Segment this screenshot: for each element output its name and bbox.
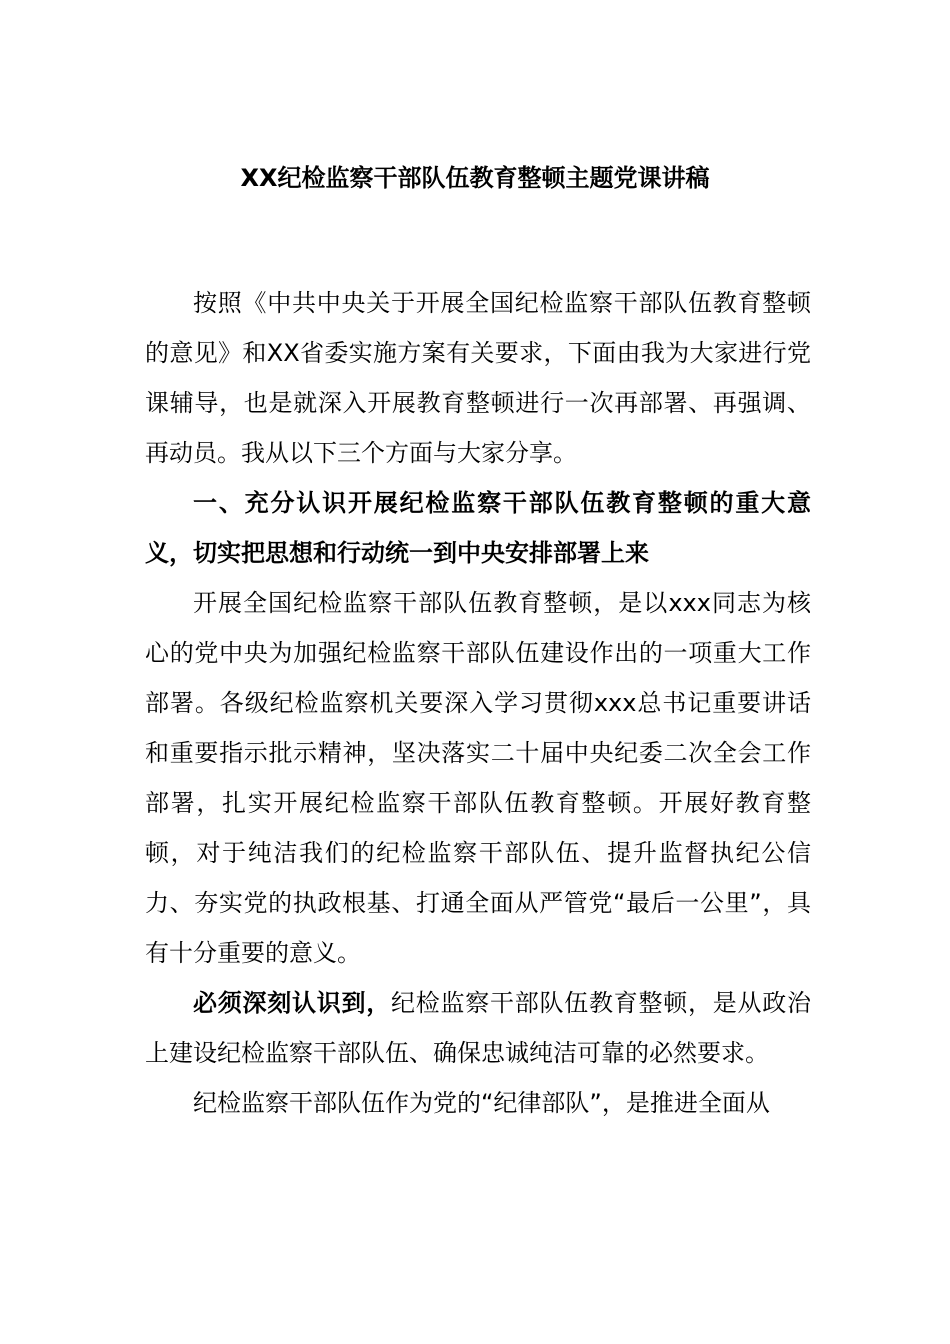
document-title: XX纪检监察干部队伍教育整顿主题党课讲稿 [240, 164, 710, 192]
document-body [145, 278, 811, 1128]
body-paragraph-with-lead [145, 978, 811, 1078]
paragraph-text: 开展全国纪检监察干部队伍教育整顿，是以xxx同志为核心的党中央为加强纪检监察干部队伍建设作出的一项重大工作部署。各级纪检监察机关要深入学习贯彻xxx总书记重要讲话和重要指示批示精神，坚决落实二十届中央纪委二次全会工作部署，扎实开展纪检监察干部队伍教育整顿。开展好教育整顿，对于纯洁我们的纪检监察干部队伍、提升监督执纪公信力、夯实党的执政根基、打通全面从严管党“最后一公里”，具有十分重要的意义。 [145, 589, 811, 967]
paragraph-lead-emphasis: 必须深刻认识到， [193, 989, 391, 1017]
intro-paragraph [145, 278, 811, 478]
section-heading-1: 一、充分认识开展纪检监察干部队伍教育整顿的重大意义，切实把思想和行动统一到中央安排部署上来 [145, 489, 811, 567]
paragraph-text: 按照《中共中央关于开展全国纪检监察干部队伍教育整顿的意见》和XX省委实施方案有关要求，下面由我为大家进行党课辅导，也是就深入开展教育整顿进行一次再部署、再强调、再动员。我从以下三个方面与大家分享。 [145, 289, 811, 467]
paragraph-text: 纪检监察干部队伍作为党的“纪律部队”，是推进全面从 [193, 1089, 770, 1117]
paragraph-text: 纪检监察干部队伍教育整顿，是从政治上建设纪检监察干部队伍、确保忠诚纯洁可靠的必然要求。 [145, 989, 811, 1067]
body-paragraph-truncated [145, 1078, 811, 1128]
body-paragraph [145, 578, 811, 978]
